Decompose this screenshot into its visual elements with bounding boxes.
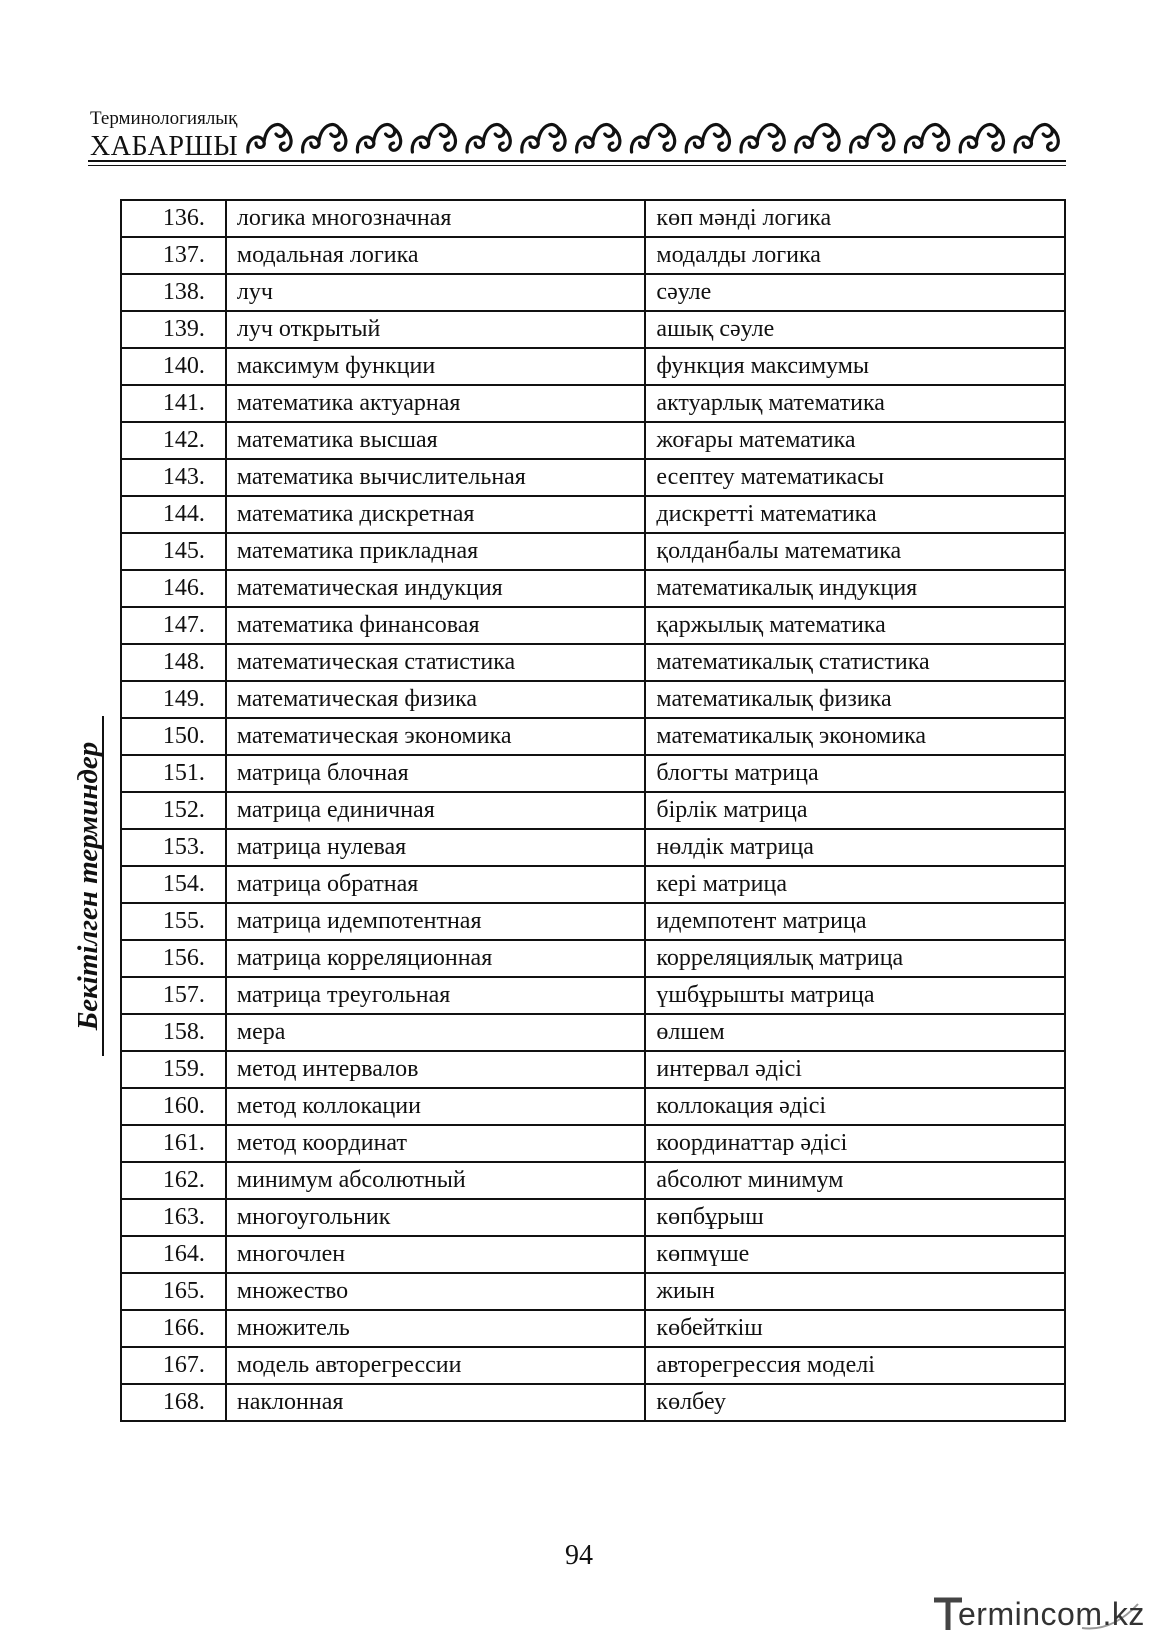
table-row xyxy=(121,977,1065,1014)
ornament-motif xyxy=(577,124,620,152)
term-number: 168. xyxy=(121,1384,226,1421)
table-row xyxy=(121,1199,1065,1236)
watermark-text: ermincom.kz xyxy=(958,1596,1145,1632)
ornament-motif xyxy=(905,124,948,152)
term-number: 145. xyxy=(121,533,226,570)
term-kazakh: қаржылық математика xyxy=(645,607,1065,644)
table-row xyxy=(121,1384,1065,1421)
term-number: 154. xyxy=(121,866,226,903)
term-kazakh: бірлік матрица xyxy=(645,792,1065,829)
table-row xyxy=(121,311,1065,348)
term-russian: многоугольник xyxy=(226,1199,646,1236)
term-number: 144. xyxy=(121,496,226,533)
term-number: 157. xyxy=(121,977,226,1014)
term-kazakh: математикалық экономика xyxy=(645,718,1065,755)
term-number: 141. xyxy=(121,385,226,422)
term-number: 148. xyxy=(121,644,226,681)
side-label-text: Бекітілген терминдер xyxy=(72,741,104,1031)
table-row xyxy=(121,570,1065,607)
ornament-motif xyxy=(303,124,346,152)
table-row xyxy=(121,940,1065,977)
table-row xyxy=(121,274,1065,311)
table-row xyxy=(121,1088,1065,1125)
ornament-motif xyxy=(357,124,400,152)
side-section-label xyxy=(60,716,116,1056)
ornament-motif xyxy=(1015,124,1058,152)
term-number: 167. xyxy=(121,1347,226,1384)
term-russian: модальная логика xyxy=(226,237,646,274)
term-russian: математическая физика xyxy=(226,681,646,718)
term-kazakh: сәуле xyxy=(645,274,1065,311)
term-number: 152. xyxy=(121,792,226,829)
table-row xyxy=(121,755,1065,792)
term-russian: логика многозначная xyxy=(226,200,646,237)
table-row xyxy=(121,1014,1065,1051)
term-russian: математика вычислительная xyxy=(226,459,646,496)
table-row xyxy=(121,348,1065,385)
term-russian: многочлен xyxy=(226,1236,646,1273)
term-number: 158. xyxy=(121,1014,226,1051)
table-row xyxy=(121,718,1065,755)
table-row xyxy=(121,681,1065,718)
term-russian: матрица треугольная xyxy=(226,977,646,1014)
term-number: 140. xyxy=(121,348,226,385)
term-kazakh: абсолют минимум xyxy=(645,1162,1065,1199)
term-kazakh: интервал әдісі xyxy=(645,1051,1065,1088)
term-kazakh: коллокация әдісі xyxy=(645,1088,1065,1125)
term-kazakh: жиын xyxy=(645,1273,1065,1310)
term-russian: математика актуарная xyxy=(226,385,646,422)
term-russian: множитель xyxy=(226,1310,646,1347)
term-number: 137. xyxy=(121,237,226,274)
table-row xyxy=(121,903,1065,940)
ornament-motif xyxy=(796,124,839,152)
ornament-motif xyxy=(960,124,1003,152)
term-number: 142. xyxy=(121,422,226,459)
table-row xyxy=(121,1162,1065,1199)
term-kazakh: координаттар әдісі xyxy=(645,1125,1065,1162)
journal-header xyxy=(88,108,1068,166)
table-row xyxy=(121,237,1065,274)
term-kazakh: көлбеу xyxy=(645,1384,1065,1421)
term-kazakh: математикалық индукция xyxy=(645,570,1065,607)
term-kazakh: актуарлық математика xyxy=(645,385,1065,422)
term-russian: матрица единичная xyxy=(226,792,646,829)
term-kazakh: корреляциялық матрица xyxy=(645,940,1065,977)
term-russian: множество xyxy=(226,1273,646,1310)
term-kazakh: ашық сәуле xyxy=(645,311,1065,348)
ornament-motif xyxy=(412,124,455,152)
term-russian: мера xyxy=(226,1014,646,1051)
term-number: 163. xyxy=(121,1199,226,1236)
page-number: 94 xyxy=(565,1540,593,1571)
ornament-motif xyxy=(522,124,565,152)
term-number: 161. xyxy=(121,1125,226,1162)
table-row xyxy=(121,385,1065,422)
term-kazakh: нөлдік матрица xyxy=(645,829,1065,866)
term-russian: модель авторегрессии xyxy=(226,1347,646,1384)
term-russian: матрица идемпотентная xyxy=(226,903,646,940)
term-number: 150. xyxy=(121,718,226,755)
term-kazakh: есептеу математикасы xyxy=(645,459,1065,496)
term-russian: математическая индукция xyxy=(226,570,646,607)
term-kazakh: математикалық физика xyxy=(645,681,1065,718)
table-row xyxy=(121,200,1065,237)
term-russian: матрица корреляционная xyxy=(226,940,646,977)
term-russian: луч xyxy=(226,274,646,311)
ornament-motif xyxy=(248,124,291,152)
term-kazakh: көпбұрыш xyxy=(645,1199,1065,1236)
term-number: 143. xyxy=(121,459,226,496)
table-row xyxy=(121,422,1065,459)
table-row xyxy=(121,1125,1065,1162)
table-row xyxy=(121,1236,1065,1273)
side-rule xyxy=(102,716,104,1056)
term-number: 166. xyxy=(121,1310,226,1347)
term-russian: метод коллокации xyxy=(226,1088,646,1125)
term-kazakh: өлшем xyxy=(645,1014,1065,1051)
term-kazakh: жоғары математика xyxy=(645,422,1065,459)
term-kazakh: дискретті математика xyxy=(645,496,1065,533)
table-row xyxy=(121,459,1065,496)
term-kazakh: авторегрессия моделі xyxy=(645,1347,1065,1384)
ornament-motif xyxy=(467,124,510,152)
ornament-motif xyxy=(741,124,784,152)
term-number: 156. xyxy=(121,940,226,977)
journal-title-big: ХАБАРШЫ xyxy=(90,131,239,162)
term-russian: математика прикладная xyxy=(226,533,646,570)
table-row xyxy=(121,496,1065,533)
table-row xyxy=(121,1051,1065,1088)
ornament-motif xyxy=(631,124,674,152)
term-kazakh: функция максимумы xyxy=(645,348,1065,385)
term-number: 139. xyxy=(121,311,226,348)
term-number: 136. xyxy=(121,200,226,237)
term-russian: наклонная xyxy=(226,1384,646,1421)
ornament-motif xyxy=(851,124,894,152)
term-kazakh: көбейткіш xyxy=(645,1310,1065,1347)
term-number: 138. xyxy=(121,274,226,311)
term-russian: луч открытый xyxy=(226,311,646,348)
term-kazakh: идемпотент матрица xyxy=(645,903,1065,940)
header-rule-thin xyxy=(88,165,1066,166)
term-number: 147. xyxy=(121,607,226,644)
term-russian: матрица обратная xyxy=(226,866,646,903)
term-number: 162. xyxy=(121,1162,226,1199)
term-russian: метод интервалов xyxy=(226,1051,646,1088)
term-number: 155. xyxy=(121,903,226,940)
term-kazakh: көп мәнді логика xyxy=(645,200,1065,237)
table-row xyxy=(121,1273,1065,1310)
journal-title-small: Терминологиялық xyxy=(90,108,238,129)
term-kazakh: модалды логика xyxy=(645,237,1065,274)
term-kazakh: блогты матрица xyxy=(645,755,1065,792)
term-russian: метод координат xyxy=(226,1125,646,1162)
term-number: 151. xyxy=(121,755,226,792)
table-row xyxy=(121,607,1065,644)
term-russian: матрица блочная xyxy=(226,755,646,792)
term-kazakh: кері матрица xyxy=(645,866,1065,903)
table-row xyxy=(121,1347,1065,1384)
term-russian: минимум абсолютный xyxy=(226,1162,646,1199)
term-kazakh: қолданбалы математика xyxy=(645,533,1065,570)
term-russian: математика финансовая xyxy=(226,607,646,644)
table-row xyxy=(121,1310,1065,1347)
termincom-watermark-logo xyxy=(932,1594,1145,1634)
term-russian: математическая статистика xyxy=(226,644,646,681)
table-row xyxy=(121,866,1065,903)
ornament-border xyxy=(244,112,1066,158)
term-russian: матрица нулевая xyxy=(226,829,646,866)
header-rule xyxy=(88,160,1066,162)
term-number: 164. xyxy=(121,1236,226,1273)
term-russian: математика дискретная xyxy=(226,496,646,533)
table-row xyxy=(121,533,1065,570)
term-number: 160. xyxy=(121,1088,226,1125)
table-row xyxy=(121,792,1065,829)
term-number: 153. xyxy=(121,829,226,866)
term-kazakh: үшбұрышты матрица xyxy=(645,977,1065,1014)
term-number: 165. xyxy=(121,1273,226,1310)
term-russian: математическая экономика xyxy=(226,718,646,755)
terms-table xyxy=(120,199,1066,1422)
term-kazakh: математикалық статистика xyxy=(645,644,1065,681)
term-russian: максимум функции xyxy=(226,348,646,385)
term-kazakh: көпмүше xyxy=(645,1236,1065,1273)
term-russian: математика высшая xyxy=(226,422,646,459)
table-row xyxy=(121,644,1065,681)
term-number: 146. xyxy=(121,570,226,607)
table-row xyxy=(121,829,1065,866)
term-number: 149. xyxy=(121,681,226,718)
term-number: 159. xyxy=(121,1051,226,1088)
ornament-motif xyxy=(686,124,729,152)
